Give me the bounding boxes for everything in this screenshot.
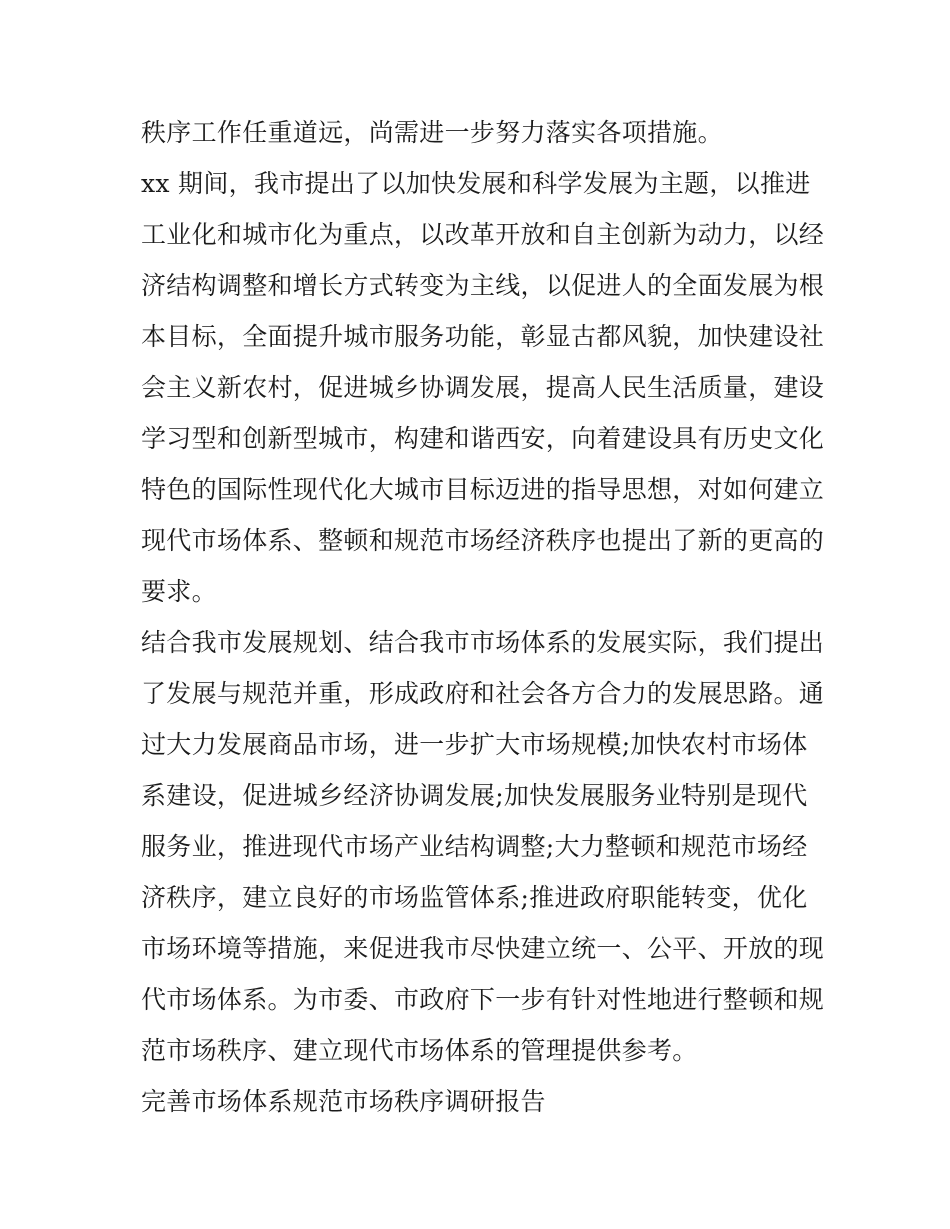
- text-line: 秩序工作任重道远，尚需进一步努力落实各项措施。: [141, 118, 723, 147]
- text-line: 了发展与规范并重，形成政府和社会各方合力的发展思路。通: [141, 679, 825, 708]
- text-line: xx 期间，我市提出了以加快发展和科学发展为主题，以推进: [141, 169, 811, 198]
- text-line: 特色的国际性现代化大城市目标迈进的指导思想，对如何建立: [141, 475, 825, 504]
- text-line: 完善市场体系规范市场秩序调研报告: [141, 1087, 546, 1116]
- text-line: 系建设，促进城乡经济协调发展;加快发展服务业特别是现代: [141, 781, 808, 810]
- text-line: 会主义新农村，促进城乡协调发展，提高人民生活质量，建设: [141, 373, 825, 402]
- text-line: 范市场秩序、建立现代市场体系的管理提供参考。: [141, 1036, 698, 1065]
- text-line: 济结构调整和增长方式转变为主线，以促进人的全面发展为根: [141, 271, 825, 300]
- text-line: 济秩序，建立良好的市场监管体系;推进政府职能转变，优化: [141, 883, 808, 912]
- text-line: 结合我市发展规划、结合我市市场体系的发展实际，我们提出: [141, 628, 825, 657]
- text-line: 过大力发展商品市场，进一步扩大市场规模;加快农村市场体: [141, 730, 808, 759]
- text-line: 市场环境等措施，来促进我市尽快建立统一、公平、开放的现: [141, 934, 825, 963]
- text-line: 代市场体系。为市委、市政府下一步有针对性地进行整顿和规: [141, 985, 825, 1014]
- text-line: 要求。: [141, 577, 217, 606]
- text-line: 本目标，全面提升城市服务功能，彰显古都风貌，加快建设社: [141, 322, 825, 351]
- text-line: 服务业，推进现代市场产业结构调整;大力整顿和规范市场经: [141, 832, 808, 861]
- document-body: [141, 107, 825, 1127]
- text-line: 工业化和城市化为重点，以改革开放和自主创新为动力，以经: [141, 220, 825, 249]
- text-line: 学习型和创新型城市，构建和谐西安，向着建设具有历史文化: [141, 424, 825, 453]
- text-line: 现代市场体系、整顿和规范市场经济秩序也提出了新的更高的: [141, 526, 825, 555]
